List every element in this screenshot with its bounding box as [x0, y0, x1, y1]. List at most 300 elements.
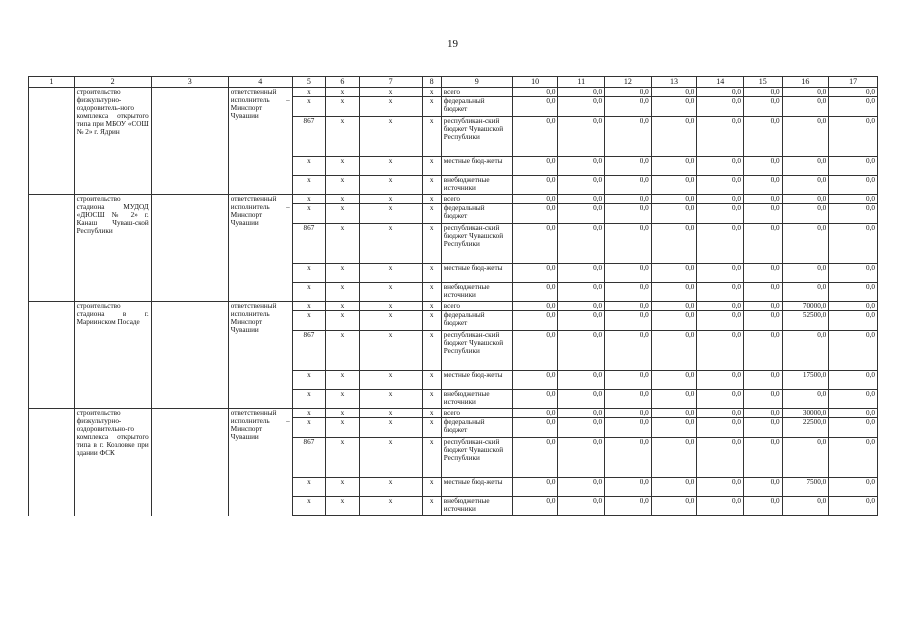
value-cell: 0,0 — [605, 97, 652, 117]
value-cell: 0,0 — [829, 117, 878, 157]
value-cell: 0,0 — [782, 204, 829, 224]
value-cell: 7500,0 — [782, 478, 829, 497]
code-cell: х — [326, 302, 359, 311]
value-cell: 0,0 — [512, 311, 558, 331]
value-cell: 0,0 — [605, 371, 652, 390]
value-cell: 0,0 — [697, 409, 744, 418]
value-cell: 0,0 — [605, 302, 652, 311]
value-cell: 0,0 — [744, 331, 783, 371]
value-cell: 0,0 — [651, 311, 697, 331]
value-cell: 0,0 — [651, 97, 697, 117]
code-cell: х — [422, 88, 441, 97]
value-cell: 0,0 — [744, 224, 783, 264]
code-cell: х — [422, 302, 441, 311]
value-cell: 0,0 — [558, 438, 605, 478]
code-cell: х — [359, 409, 422, 418]
value-cell: 0,0 — [651, 409, 697, 418]
funding-source: республикан-ский бюджет Чувашской Республики — [441, 224, 512, 264]
value-cell: 0,0 — [558, 195, 605, 204]
value-cell: 0,0 — [651, 195, 697, 204]
code-cell: х — [359, 224, 422, 264]
value-cell: 0,0 — [651, 302, 697, 311]
empty-cell — [151, 409, 228, 516]
value-cell: 0,0 — [605, 497, 652, 516]
value-cell: 0,0 — [782, 283, 829, 302]
code-cell: х — [292, 195, 325, 204]
code-cell: х — [292, 409, 325, 418]
code-cell: х — [422, 478, 441, 497]
value-cell: 0,0 — [512, 97, 558, 117]
value-cell: 0,0 — [605, 390, 652, 409]
value-cell: 0,0 — [697, 302, 744, 311]
code-cell: х — [422, 371, 441, 390]
executor-name: ответственный исполнитель Минспорт Чувашии — [228, 302, 292, 409]
value-cell: 0,0 — [829, 176, 878, 195]
value-cell: 0,0 — [605, 224, 652, 264]
code-cell: х — [359, 88, 422, 97]
value-cell: 0,0 — [829, 478, 878, 497]
column-number: 11 — [558, 77, 605, 88]
value-cell: 0,0 — [512, 117, 558, 157]
value-cell: 0,0 — [558, 157, 605, 176]
column-number: 14 — [697, 77, 744, 88]
code-cell: х — [422, 97, 441, 117]
code-cell: х — [292, 302, 325, 311]
code-cell: х — [292, 283, 325, 302]
code-cell: х — [422, 497, 441, 516]
value-cell: 0,0 — [697, 97, 744, 117]
value-cell: 17500,0 — [782, 371, 829, 390]
value-cell: 0,0 — [744, 117, 783, 157]
code-cell: х — [292, 418, 325, 438]
code-cell: 867 — [292, 117, 325, 157]
value-cell: 0,0 — [744, 264, 783, 283]
value-cell: 0,0 — [651, 418, 697, 438]
value-cell: 0,0 — [744, 157, 783, 176]
value-cell: 0,0 — [512, 438, 558, 478]
code-cell: х — [292, 97, 325, 117]
value-cell: 0,0 — [651, 264, 697, 283]
column-number: 4 — [228, 77, 292, 88]
code-cell: х — [326, 371, 359, 390]
row-number-cell — [29, 88, 75, 195]
value-cell: 0,0 — [605, 331, 652, 371]
code-cell: х — [359, 117, 422, 157]
value-cell: 0,0 — [651, 283, 697, 302]
empty-cell — [151, 302, 228, 409]
code-cell: х — [359, 195, 422, 204]
funding-source: всего — [441, 195, 512, 204]
code-cell: х — [326, 311, 359, 331]
value-cell: 0,0 — [697, 390, 744, 409]
executor-name: ответственный исполнитель – Минспорт Чувашии — [228, 195, 292, 302]
value-cell: 0,0 — [651, 224, 697, 264]
column-number: 3 — [151, 77, 228, 88]
value-cell: 0,0 — [782, 117, 829, 157]
code-cell: х — [292, 176, 325, 195]
value-cell: 0,0 — [744, 418, 783, 438]
code-cell: х — [326, 117, 359, 157]
funding-source: федеральный бюджет — [441, 418, 512, 438]
code-cell: х — [422, 418, 441, 438]
value-cell: 0,0 — [782, 331, 829, 371]
code-cell: х — [326, 390, 359, 409]
value-cell: 0,0 — [605, 418, 652, 438]
value-cell: 0,0 — [782, 97, 829, 117]
value-cell: 0,0 — [605, 204, 652, 224]
value-cell: 0,0 — [605, 311, 652, 331]
column-number: 13 — [651, 77, 697, 88]
column-number: 2 — [74, 77, 151, 88]
value-cell: 0,0 — [605, 283, 652, 302]
object-name: строительство стадиона в г. Мариинском Посаде — [74, 302, 151, 409]
funding-source: внебюджетные источники — [441, 390, 512, 409]
code-cell: х — [326, 176, 359, 195]
column-number: 15 — [744, 77, 783, 88]
value-cell: 0,0 — [829, 371, 878, 390]
value-cell: 0,0 — [605, 88, 652, 97]
column-number: 6 — [326, 77, 359, 88]
value-cell: 0,0 — [558, 311, 605, 331]
value-cell: 0,0 — [829, 157, 878, 176]
column-number: 10 — [512, 77, 558, 88]
code-cell: х — [359, 97, 422, 117]
value-cell: 0,0 — [829, 390, 878, 409]
funding-source: внебюджетные источники — [441, 176, 512, 195]
value-cell: 0,0 — [829, 88, 878, 97]
value-cell: 0,0 — [512, 224, 558, 264]
value-cell: 30000,0 — [782, 409, 829, 418]
value-cell: 0,0 — [697, 195, 744, 204]
value-cell: 0,0 — [829, 311, 878, 331]
value-cell: 52500,0 — [782, 311, 829, 331]
column-number: 17 — [829, 77, 878, 88]
value-cell: 70000,0 — [782, 302, 829, 311]
value-cell: 0,0 — [697, 497, 744, 516]
value-cell: 0,0 — [829, 409, 878, 418]
value-cell: 0,0 — [651, 88, 697, 97]
value-cell: 0,0 — [605, 157, 652, 176]
column-number: 8 — [422, 77, 441, 88]
value-cell: 0,0 — [512, 390, 558, 409]
value-cell: 0,0 — [651, 497, 697, 516]
code-cell: х — [326, 438, 359, 478]
value-cell: 0,0 — [558, 418, 605, 438]
code-cell: х — [422, 117, 441, 157]
code-cell: х — [326, 264, 359, 283]
value-cell: 0,0 — [697, 331, 744, 371]
funding-source: внебюджетные источники — [441, 497, 512, 516]
value-cell: 0,0 — [744, 283, 783, 302]
code-cell: х — [359, 390, 422, 409]
value-cell: 0,0 — [829, 418, 878, 438]
row-number-cell — [29, 302, 75, 409]
value-cell: 0,0 — [651, 157, 697, 176]
code-cell: х — [292, 204, 325, 224]
column-number: 16 — [782, 77, 829, 88]
funding-source: всего — [441, 88, 512, 97]
code-cell: 867 — [292, 438, 325, 478]
code-cell: х — [292, 311, 325, 331]
value-cell: 0,0 — [829, 331, 878, 371]
value-cell: 0,0 — [651, 204, 697, 224]
value-cell: 0,0 — [512, 264, 558, 283]
value-cell: 0,0 — [744, 371, 783, 390]
value-cell: 0,0 — [744, 497, 783, 516]
column-number: 12 — [605, 77, 652, 88]
funding-source: местные бюд-жеты — [441, 478, 512, 497]
value-cell: 0,0 — [829, 264, 878, 283]
value-cell: 0,0 — [697, 438, 744, 478]
code-cell: х — [292, 390, 325, 409]
column-number: 9 — [441, 77, 512, 88]
code-cell: х — [359, 497, 422, 516]
value-cell: 0,0 — [512, 204, 558, 224]
value-cell: 0,0 — [512, 418, 558, 438]
funding-source: всего — [441, 409, 512, 418]
value-cell: 0,0 — [605, 409, 652, 418]
code-cell: х — [359, 176, 422, 195]
value-cell: 0,0 — [829, 224, 878, 264]
code-cell: х — [326, 88, 359, 97]
value-cell: 22500,0 — [782, 418, 829, 438]
value-cell: 0,0 — [558, 117, 605, 157]
value-cell: 0,0 — [697, 176, 744, 195]
column-number: 1 — [29, 77, 75, 88]
value-cell: 0,0 — [558, 302, 605, 311]
value-cell: 0,0 — [558, 390, 605, 409]
value-cell: 0,0 — [829, 195, 878, 204]
value-cell: 0,0 — [744, 390, 783, 409]
value-cell: 0,0 — [782, 224, 829, 264]
value-cell: 0,0 — [782, 497, 829, 516]
code-cell: х — [422, 283, 441, 302]
value-cell: 0,0 — [651, 438, 697, 478]
value-cell: 0,0 — [558, 176, 605, 195]
value-cell: 0,0 — [512, 195, 558, 204]
value-cell: 0,0 — [697, 371, 744, 390]
value-cell: 0,0 — [782, 157, 829, 176]
code-cell: х — [292, 157, 325, 176]
funding-source: местные бюд-жеты — [441, 157, 512, 176]
value-cell: 0,0 — [605, 117, 652, 157]
value-cell: 0,0 — [829, 97, 878, 117]
budget-table — [28, 76, 878, 516]
value-cell: 0,0 — [512, 157, 558, 176]
value-cell: 0,0 — [605, 478, 652, 497]
value-cell: 0,0 — [605, 195, 652, 204]
row-number-cell — [29, 195, 75, 302]
value-cell: 0,0 — [744, 311, 783, 331]
code-cell: х — [326, 497, 359, 516]
value-cell: 0,0 — [558, 478, 605, 497]
code-cell: х — [422, 204, 441, 224]
value-cell: 0,0 — [558, 97, 605, 117]
value-cell: 0,0 — [558, 264, 605, 283]
code-cell: х — [359, 331, 422, 371]
value-cell: 0,0 — [744, 88, 783, 97]
code-cell: х — [359, 283, 422, 302]
value-cell: 0,0 — [744, 302, 783, 311]
value-cell: 0,0 — [512, 302, 558, 311]
value-cell: 0,0 — [829, 204, 878, 224]
code-cell: х — [292, 478, 325, 497]
value-cell: 0,0 — [512, 176, 558, 195]
executor-name: ответственный исполнитель – Минспорт Чувашии — [228, 409, 292, 516]
code-cell: х — [422, 176, 441, 195]
table-row — [29, 409, 878, 418]
table-row — [29, 88, 878, 97]
code-cell: х — [326, 157, 359, 176]
value-cell: 0,0 — [744, 204, 783, 224]
value-cell: 0,0 — [744, 97, 783, 117]
value-cell: 0,0 — [782, 88, 829, 97]
value-cell: 0,0 — [829, 497, 878, 516]
code-cell: х — [292, 88, 325, 97]
funding-source: местные бюд-жеты — [441, 371, 512, 390]
value-cell: 0,0 — [558, 409, 605, 418]
code-cell: х — [326, 283, 359, 302]
value-cell: 0,0 — [697, 418, 744, 438]
row-number-cell — [29, 409, 75, 516]
page-number: 19 — [447, 38, 458, 50]
value-cell: 0,0 — [697, 117, 744, 157]
value-cell: 0,0 — [697, 283, 744, 302]
value-cell: 0,0 — [744, 176, 783, 195]
value-cell: 0,0 — [782, 390, 829, 409]
value-cell: 0,0 — [697, 311, 744, 331]
value-cell: 0,0 — [512, 371, 558, 390]
code-cell: х — [359, 438, 422, 478]
code-cell: х — [326, 478, 359, 497]
code-cell: х — [359, 204, 422, 224]
code-cell: х — [326, 195, 359, 204]
value-cell: 0,0 — [651, 371, 697, 390]
funding-source: республикан-ский бюджет Чувашской Республики — [441, 438, 512, 478]
code-cell: х — [422, 331, 441, 371]
value-cell: 0,0 — [558, 224, 605, 264]
value-cell: 0,0 — [697, 204, 744, 224]
code-cell: х — [292, 264, 325, 283]
code-cell: х — [359, 311, 422, 331]
value-cell: 0,0 — [558, 331, 605, 371]
object-name: строительство стадиона МУДОД «ДЮСШ № 2» г. Канаш Чуваш-ской Республики — [74, 195, 151, 302]
value-cell: 0,0 — [512, 497, 558, 516]
value-cell: 0,0 — [651, 117, 697, 157]
funding-source: федеральный бюджет — [441, 97, 512, 117]
code-cell: х — [326, 418, 359, 438]
table-row — [29, 302, 878, 311]
value-cell: 0,0 — [512, 478, 558, 497]
value-cell: 0,0 — [512, 88, 558, 97]
funding-source: всего — [441, 302, 512, 311]
value-cell: 0,0 — [829, 302, 878, 311]
empty-cell — [151, 195, 228, 302]
funding-source: республикан-ский бюджет Чувашской Республики — [441, 117, 512, 157]
code-cell: х — [359, 478, 422, 497]
funding-source: республикан-ский бюджет Чувашской Республики — [441, 331, 512, 371]
value-cell: 0,0 — [558, 283, 605, 302]
value-cell: 0,0 — [782, 264, 829, 283]
code-cell: х — [359, 418, 422, 438]
object-name: строительство физкультурно-оздоровитель-ного комплекса открытого типа при МБОУ «СОШ № 2» г. Ядрин — [74, 88, 151, 195]
value-cell: 0,0 — [829, 283, 878, 302]
code-cell: х — [326, 224, 359, 264]
value-cell: 0,0 — [697, 157, 744, 176]
code-cell: х — [422, 409, 441, 418]
value-cell: 0,0 — [651, 176, 697, 195]
value-cell: 0,0 — [782, 438, 829, 478]
column-number-row — [29, 77, 878, 88]
value-cell: 0,0 — [605, 176, 652, 195]
code-cell: х — [359, 157, 422, 176]
value-cell: 0,0 — [558, 497, 605, 516]
value-cell: 0,0 — [744, 478, 783, 497]
value-cell: 0,0 — [651, 478, 697, 497]
executor-name: ответственный исполнитель – Минспорт Чувашии — [228, 88, 292, 195]
empty-cell — [151, 88, 228, 195]
value-cell: 0,0 — [697, 224, 744, 264]
value-cell: 0,0 — [651, 390, 697, 409]
code-cell: х — [422, 195, 441, 204]
value-cell: 0,0 — [744, 438, 783, 478]
code-cell: х — [422, 438, 441, 478]
code-cell: х — [326, 97, 359, 117]
value-cell: 0,0 — [558, 88, 605, 97]
funding-source: федеральный бюджет — [441, 311, 512, 331]
code-cell: х — [422, 390, 441, 409]
value-cell: 0,0 — [605, 264, 652, 283]
value-cell: 0,0 — [697, 88, 744, 97]
code-cell: х — [326, 409, 359, 418]
code-cell: 867 — [292, 224, 325, 264]
value-cell: 0,0 — [651, 331, 697, 371]
value-cell: 0,0 — [697, 478, 744, 497]
code-cell: х — [326, 204, 359, 224]
column-number: 5 — [292, 77, 325, 88]
code-cell: х — [422, 311, 441, 331]
code-cell: х — [292, 497, 325, 516]
column-number: 7 — [359, 77, 422, 88]
funding-source: федеральный бюджет — [441, 204, 512, 224]
code-cell: х — [292, 371, 325, 390]
value-cell: 0,0 — [744, 195, 783, 204]
value-cell: 0,0 — [829, 438, 878, 478]
table-row — [29, 195, 878, 204]
funding-source: внебюджетные источники — [441, 283, 512, 302]
value-cell: 0,0 — [512, 283, 558, 302]
value-cell: 0,0 — [558, 371, 605, 390]
funding-source: местные бюд-жеты — [441, 264, 512, 283]
value-cell: 0,0 — [605, 438, 652, 478]
value-cell: 0,0 — [512, 331, 558, 371]
value-cell: 0,0 — [512, 409, 558, 418]
code-cell: 867 — [292, 331, 325, 371]
value-cell: 0,0 — [558, 204, 605, 224]
code-cell: х — [326, 331, 359, 371]
value-cell: 0,0 — [744, 409, 783, 418]
value-cell: 0,0 — [782, 195, 829, 204]
object-name: строительство физкультурно-оздоровительно-го комплекса открытого типа в г. Козловке при здании ФСК — [74, 409, 151, 516]
code-cell: х — [422, 224, 441, 264]
code-cell: х — [422, 157, 441, 176]
code-cell: х — [359, 371, 422, 390]
value-cell: 0,0 — [782, 176, 829, 195]
code-cell: х — [422, 264, 441, 283]
value-cell: 0,0 — [697, 264, 744, 283]
code-cell: х — [359, 302, 422, 311]
code-cell: х — [359, 264, 422, 283]
